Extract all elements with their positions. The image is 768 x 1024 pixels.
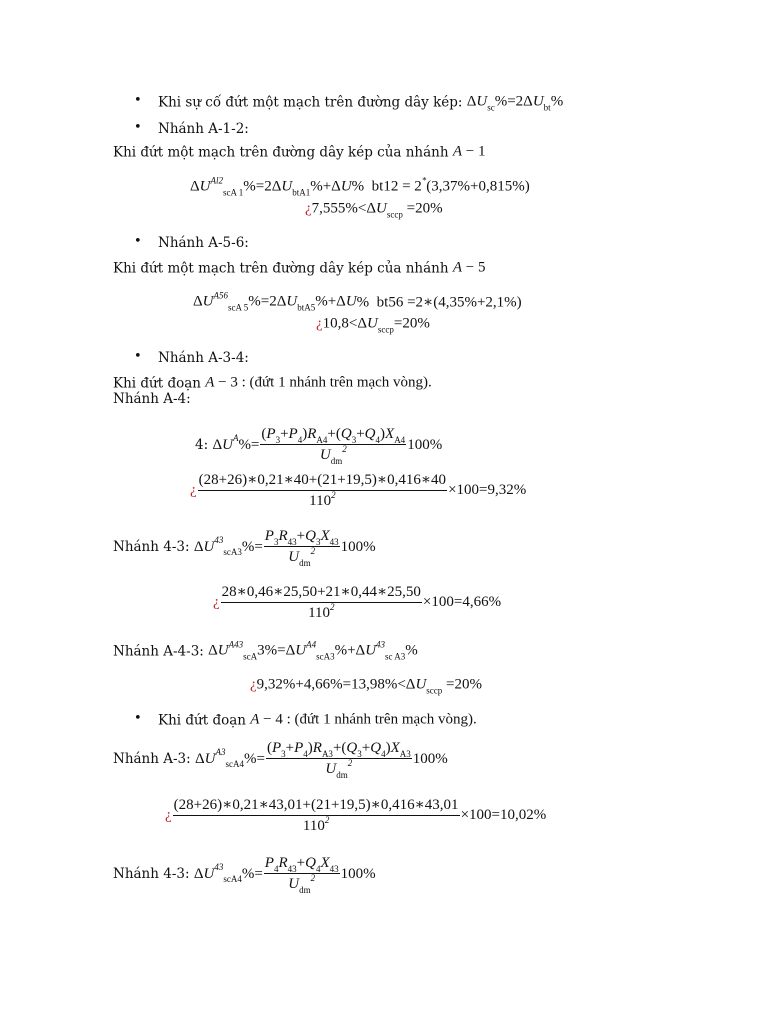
denominator: [325, 759, 352, 778]
text-a5: [113, 260, 486, 277]
math-text: %=: [241, 865, 263, 882]
math-variable: X: [385, 426, 395, 442]
formula-43-2: [213, 582, 501, 622]
math-text: (28+26)∗0,21∗43,01+(21+19,5)∗0,416∗43,01: [173, 797, 459, 813]
subscript: btA1: [292, 187, 311, 197]
superscript: 2: [310, 545, 316, 556]
math-expression: [453, 260, 486, 277]
formula-a3-2: [165, 795, 546, 835]
bullet-icon: •: [134, 234, 142, 249]
math-variable: Q: [370, 740, 382, 756]
subscript: 3: [315, 536, 321, 547]
paragraph-text: Nhánh A-4:: [113, 391, 191, 407]
subscript: sccp: [426, 685, 443, 695]
subscript: btA5: [297, 302, 316, 312]
math-variable: X: [320, 528, 330, 544]
numerator: [198, 470, 447, 491]
subscript: 43: [329, 536, 339, 547]
numerator: [266, 740, 412, 759]
math-expression: [467, 94, 563, 111]
math-variable: R: [278, 528, 288, 544]
subscript: sccp: [377, 324, 394, 334]
math-text: =20%: [402, 200, 443, 217]
math-text: ): [380, 426, 386, 442]
math-variable: U: [319, 447, 331, 463]
math-text: %+Δ: [315, 293, 346, 310]
math-text: %=: [243, 750, 265, 767]
math-variable: P: [288, 426, 298, 442]
paragraph-text: Nhánh A-3:: [113, 751, 195, 767]
superscript: 2: [331, 489, 336, 500]
math-text: 110: [309, 493, 332, 509]
math-variable: U: [286, 293, 298, 310]
math-expression: [213, 582, 501, 622]
math-expression: [190, 470, 526, 510]
math-text: Δ: [193, 293, 203, 310]
subscript: 3: [275, 434, 281, 445]
math-variable: A: [452, 143, 463, 160]
math-symbol: ¿: [165, 806, 172, 823]
math-variable: U: [288, 876, 300, 892]
math-variable: U: [203, 538, 215, 555]
bullet-icon: •: [134, 93, 142, 108]
bullet-nhanh-a34: [158, 350, 249, 366]
math-text: ×100=10,02%: [460, 806, 547, 823]
text-doan-a3: [113, 375, 432, 392]
subscript: 3: [273, 536, 279, 547]
math-text: ): [302, 426, 308, 442]
formula-a43-2: [250, 677, 482, 694]
denominator: [308, 603, 334, 622]
math-expression: [205, 375, 432, 392]
math-text: (: [261, 426, 267, 442]
subscript: 3: [351, 434, 357, 445]
numerator: [173, 795, 460, 816]
math-variable: U: [295, 642, 307, 659]
math-text: Δ: [212, 436, 223, 453]
superscript: *: [421, 175, 427, 185]
subscript: scA3: [316, 651, 335, 661]
math-text: Δ: [194, 750, 205, 767]
subscript: 4: [297, 434, 303, 445]
superscript: 2: [330, 601, 335, 612]
fraction: [260, 426, 406, 464]
numerator: [264, 855, 340, 874]
math-variable: X: [390, 740, 400, 756]
math-text: − 4: [259, 711, 283, 728]
subscript: 43: [329, 863, 339, 874]
numerator: [264, 528, 340, 547]
paragraph-text: Nhánh 4-3:: [113, 866, 194, 882]
superscript: 43: [214, 535, 224, 545]
math-variable: U: [476, 93, 488, 110]
math-text: (: [266, 740, 272, 756]
math-variable: Q: [305, 855, 316, 871]
math-text: ): [307, 740, 313, 756]
fraction: [198, 470, 447, 510]
subscript: A3: [321, 748, 333, 759]
math-text: %+Δ: [310, 178, 341, 195]
math-text: 100%: [407, 436, 443, 453]
math-expression: [250, 712, 477, 729]
subscript: dm: [299, 884, 311, 895]
math-variable: U: [217, 642, 229, 659]
denominator: [303, 816, 329, 835]
superscript: A43: [228, 639, 244, 649]
math-text: +: [280, 426, 289, 442]
math-variable: U: [199, 178, 211, 195]
math-text: ×100=9,32%: [448, 481, 527, 498]
math-text: +: [296, 528, 306, 544]
math-variable: X: [320, 855, 330, 871]
math-text: Δ: [208, 642, 218, 659]
subscript: 4: [273, 863, 279, 874]
math-variable: U: [325, 761, 337, 777]
subscript: 3: [357, 748, 362, 759]
superscript: A: [232, 433, 239, 443]
math-text: 7,555%<Δ: [311, 200, 377, 217]
subscript: 4: [375, 434, 381, 445]
math-text: %=2Δ: [248, 293, 287, 310]
superscript: 2: [347, 757, 353, 768]
math-text: − 5: [462, 259, 486, 276]
formula-a4-2: [190, 470, 526, 510]
subscript: dm: [330, 455, 343, 466]
math-text: : (đứt 1 nhánh trên mạch vòng).: [237, 374, 432, 391]
math-text: +: [361, 740, 371, 756]
math-expression: [190, 175, 530, 197]
math-text: %=: [238, 436, 260, 453]
math-variable: U: [345, 293, 357, 310]
superscript: 2: [324, 814, 330, 825]
subscript: 3: [281, 748, 286, 759]
formula-a12-2: [305, 201, 443, 218]
math-variable: A: [205, 374, 215, 391]
math-text: 100%: [340, 865, 376, 882]
bullet-icon: •: [134, 349, 142, 364]
paragraph-text: Nhánh A-4-3:: [113, 643, 209, 659]
formula-a3-1: [113, 740, 448, 778]
math-text: (3,37%+0,815%): [426, 178, 530, 195]
math-text: ): [385, 740, 391, 756]
superscript: 43: [214, 862, 224, 872]
bullet-nhanh-a56: [158, 235, 249, 251]
formula-a56-2: [316, 316, 430, 333]
text-nhanh-a4: [113, 391, 191, 407]
denominator: [288, 547, 315, 566]
superscript: A4: [306, 639, 317, 649]
paragraph-text: Khi đứt đoạn: [113, 375, 206, 391]
math-text: 110: [308, 605, 331, 621]
math-text: − 1: [462, 143, 486, 160]
math-text: % bt12 = 2: [351, 178, 422, 195]
math-text: % bt56 =2∗(4,35%+2,1%): [356, 294, 522, 311]
math-variable: U: [203, 865, 215, 882]
math-text: =20%: [393, 315, 430, 332]
subscript: A4: [394, 434, 406, 445]
formula-43-1: [113, 528, 376, 566]
math-text: 3%=Δ: [257, 642, 296, 659]
superscript: A56: [213, 290, 228, 300]
math-variable: U: [340, 178, 352, 195]
math-variable: P: [264, 855, 274, 871]
math-variable: A: [452, 259, 463, 276]
math-text: 28∗0,46∗25,50+21∗0,44∗25,50: [221, 584, 421, 600]
math-symbol: ¿: [250, 676, 257, 693]
math-text: ×100=4,66%: [422, 593, 502, 610]
math-expression: [305, 201, 443, 218]
superscript: 2: [342, 443, 347, 454]
subscript: scA 5: [228, 302, 249, 312]
math-text: %=: [241, 538, 263, 555]
math-text: +: [296, 855, 306, 871]
math-text: Δ: [193, 538, 204, 555]
math-variable: R: [307, 426, 317, 442]
numerator: [260, 426, 406, 445]
math-variable: A: [250, 711, 260, 728]
math-text: (28+26)∗0,21∗40+(21+19,5)∗0,416∗40: [198, 472, 447, 488]
math-text: =20%: [442, 676, 482, 693]
denominator: [320, 445, 347, 464]
formula-a12-1: [190, 175, 530, 197]
formula-43b-1: [113, 855, 376, 893]
math-variable: U: [532, 93, 544, 110]
math-variable: P: [294, 740, 304, 756]
math-text: 100%: [412, 750, 448, 767]
math-expression: [194, 855, 376, 893]
math-expression: [194, 528, 376, 566]
math-text: %=2Δ: [494, 93, 533, 110]
subscript: A4: [316, 434, 328, 445]
math-symbol: ¿: [305, 200, 312, 217]
subscript: A3: [399, 748, 411, 759]
formula-a56-1: [193, 290, 522, 312]
math-variable: R: [312, 740, 322, 756]
math-text: Δ: [466, 93, 477, 110]
paragraph-text: Nhánh A-1-2:: [158, 121, 249, 137]
subscript: 43: [287, 863, 297, 874]
math-expression: [193, 290, 522, 312]
numerator: [221, 582, 422, 603]
math-text: 100%: [340, 538, 376, 555]
math-text: Δ: [193, 865, 204, 882]
math-text: +: [285, 740, 295, 756]
subscript: dm: [299, 557, 311, 568]
math-variable: U: [415, 676, 427, 693]
denominator: [309, 491, 335, 510]
formula-a4-1: [195, 426, 442, 464]
text-a1: [113, 144, 486, 161]
superscript: A3: [215, 747, 226, 757]
subscript: bt: [543, 102, 551, 112]
math-variable: R: [278, 855, 288, 871]
bullet-su-co: [158, 94, 563, 111]
math-variable: Q: [346, 740, 358, 756]
superscript: Al2: [210, 175, 223, 185]
subscript: scA3: [223, 547, 242, 557]
math-symbol: ¿: [316, 315, 323, 332]
fraction: [264, 855, 340, 893]
math-expression: [165, 795, 546, 835]
subscript: scA4: [223, 874, 242, 884]
paragraph-text: 4:: [195, 437, 213, 453]
math-text: %: [550, 93, 564, 110]
math-variable: P: [271, 740, 282, 756]
math-variable: Q: [305, 528, 316, 544]
paragraph-text: Khi đứt đoạn: [158, 712, 251, 728]
math-variable: U: [204, 750, 216, 767]
math-symbol: ¿: [213, 593, 220, 610]
bullet-icon: •: [134, 120, 142, 135]
superscript: 43: [376, 639, 386, 649]
math-variable: U: [365, 642, 377, 659]
math-variable: U: [202, 293, 214, 310]
bullet-icon: •: [134, 711, 142, 726]
math-variable: U: [288, 549, 300, 565]
subscript: sc A3: [385, 651, 406, 661]
subscript: 4: [381, 748, 386, 759]
subscript: sc: [487, 102, 495, 112]
math-text: 9,32%+4,66%=13,98%<Δ: [256, 676, 416, 693]
math-text: +(: [332, 740, 347, 756]
math-text: 10,8<Δ: [322, 315, 368, 332]
math-text: %+Δ: [334, 642, 366, 659]
subscript: sccp: [386, 209, 403, 219]
math-text: +(: [327, 426, 341, 442]
subscript: 4: [315, 863, 321, 874]
superscript: 2: [310, 872, 316, 883]
paragraph-text: Nhánh 4-3:: [113, 539, 194, 555]
math-expression: [195, 740, 448, 778]
subscript: scA: [243, 651, 258, 661]
bullet-doan-a4: [158, 712, 477, 729]
paragraph-text: Khi sự cố đứt một mạch trên đường dây kép:: [158, 94, 467, 110]
fraction: [264, 528, 340, 566]
math-expression: [453, 144, 486, 161]
math-variable: Q: [340, 426, 352, 442]
math-variable: U: [367, 315, 378, 332]
subscript: 4: [303, 748, 308, 759]
math-expression: [212, 426, 442, 464]
math-text: 110: [302, 818, 325, 834]
math-variable: P: [264, 528, 274, 544]
bullet-nhanh-a12: [158, 121, 249, 137]
math-text: +: [356, 426, 365, 442]
math-variable: U: [222, 436, 233, 453]
math-symbol: ¿: [190, 481, 197, 498]
subscript: scA 1: [223, 187, 244, 197]
denominator: [288, 874, 315, 893]
fraction: [173, 795, 460, 835]
math-variable: P: [266, 426, 276, 442]
math-text: %=2Δ: [243, 178, 282, 195]
paragraph-text: Khi đứt một mạch trên đường dây kép của nhánh: [113, 144, 453, 160]
paragraph-text: Khi đứt một mạch trên đường dây kép của nhánh: [113, 260, 453, 276]
paragraph-text: Nhánh A-3-4:: [158, 350, 249, 366]
fraction: [266, 740, 412, 778]
math-expression: [316, 316, 430, 333]
subscript: dm: [336, 769, 348, 780]
paragraph-text: Nhánh A-5-6:: [158, 235, 249, 251]
formula-a43-1: [113, 639, 418, 661]
math-expression: [208, 639, 418, 661]
math-text: %: [405, 642, 418, 659]
math-variable: Q: [364, 426, 376, 442]
math-variable: U: [376, 200, 387, 217]
math-variable: U: [281, 178, 293, 195]
math-text: Δ: [190, 178, 200, 195]
fraction: [221, 582, 422, 622]
math-text: : (đứt 1 nhánh trên mạch vòng).: [282, 711, 477, 728]
math-expression: [250, 677, 482, 694]
subscript: scA4: [225, 759, 244, 769]
subscript: 43: [287, 536, 297, 547]
math-text: − 3: [214, 374, 238, 391]
